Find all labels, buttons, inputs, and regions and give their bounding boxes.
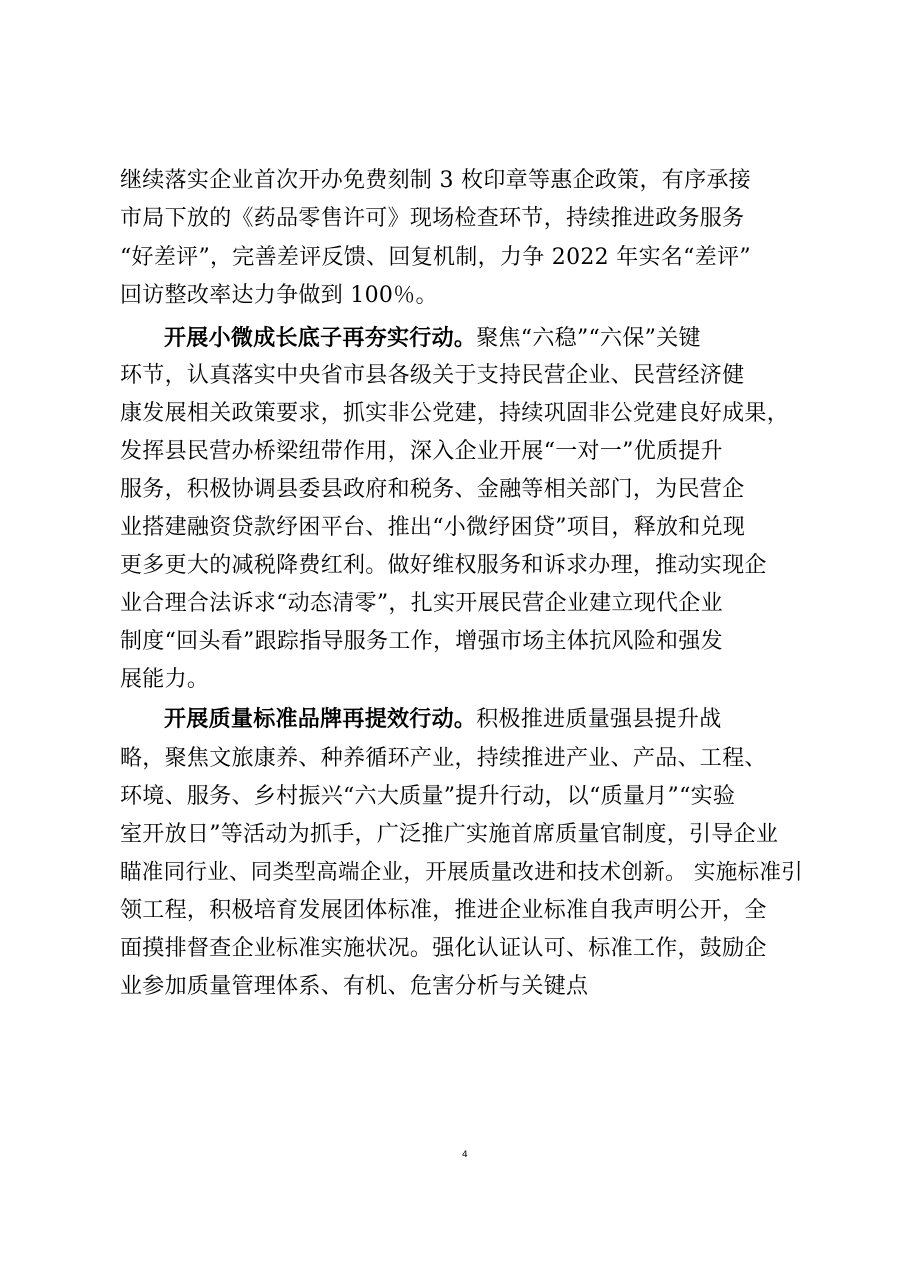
text-line	[120, 206, 810, 232]
line-text: 略，聚焦文旅康养、种养循环产业，持续推进产业、产品、工程、	[120, 746, 767, 771]
text-line	[120, 283, 810, 309]
line-text: 面摸排督查企业标准实施状况。强化认证认可、标准工作，鼓励企	[120, 936, 767, 961]
line-text: “好差评”，完善差评反馈、回复机制，力争 2022 年实名“差评”	[120, 245, 751, 270]
line-text: 室开放日”等活动为抓手，广泛推广实施首席质量官制度，引导企业	[120, 822, 779, 847]
text-line	[120, 477, 810, 503]
line-text: 更多更大的减税降费红利。做好维权服务和诉求办理，推动实现企	[120, 553, 767, 578]
line-text: 聚焦“六稳”“六保”关键	[476, 326, 701, 351]
line-text: 继续落实企业首次开办免费刻制 3 枚印章等惠企政策，有序承接	[120, 168, 751, 193]
text-line	[120, 936, 810, 962]
text-line	[120, 245, 810, 271]
text-line	[120, 746, 810, 772]
paragraph-heading: 开展小微成长底子再夯实行动。	[164, 325, 477, 351]
text-line	[120, 667, 810, 693]
line-text: 发挥县民营办桥梁纽带作用，深入企业开展“一对一”优质提升	[120, 439, 723, 464]
line-text: 领工程，积极培育发展团体标准，推进企业标准自我声明公开，全	[120, 898, 767, 923]
text-line	[164, 706, 810, 733]
text-line	[120, 553, 810, 579]
text-line	[164, 325, 810, 352]
line-text: 制度“回头看”跟踪指导服务工作，增强市场主体抗风险和强发	[120, 629, 723, 654]
line-text: 康发展相关政策要求，抓实非公党建，持续巩固非公党建良好成果，	[120, 401, 790, 426]
line-text: 市局下放的《药品零售许可》现场检查环节，持续推进政务服务	[120, 206, 745, 231]
text-line	[120, 401, 810, 427]
text-line	[120, 860, 810, 886]
text-line	[120, 784, 810, 810]
page-number: 4	[462, 1150, 468, 1160]
line-text: 业参加质量管理体系、有机、危害分析与关键点	[120, 974, 589, 999]
line-text: 回访整改率达力争做到 100％。	[120, 283, 438, 308]
paragraph-heading: 开展质量标准品牌再提效行动。	[164, 706, 477, 732]
text-line	[120, 168, 810, 194]
line-text: 服务，积极协调县委县政府和税务、金融等相关部门，为民营企	[120, 477, 745, 502]
line-text: 业搭建融资贷款纾困平台、推出“小微纾困贷”项目，释放和兑现	[120, 515, 746, 540]
text-line	[120, 363, 810, 389]
text-line	[120, 591, 810, 617]
line-text: 展能力。	[120, 667, 210, 692]
text-line	[120, 515, 810, 541]
line-text: 积极推进质量强县提升战	[476, 707, 722, 732]
text-line	[120, 898, 810, 924]
text-line	[120, 629, 810, 655]
line-text: 环节，认真落实中央省市县各级关于支持民营企业、民营经济健	[120, 363, 745, 388]
text-line	[120, 439, 810, 465]
line-text: 业合理合法诉求“动态清零”，扎实开展民营企业建立现代企业	[120, 591, 723, 616]
text-line	[120, 822, 810, 848]
line-text: 环境、服务、乡村振兴“六大质量”提升行动，以“质量月”“实验	[120, 784, 736, 809]
line-text: 瞄准同行业、同类型高端企业，开展质量改进和技术创新。 实施标准引	[120, 860, 803, 885]
text-line	[120, 974, 810, 1000]
